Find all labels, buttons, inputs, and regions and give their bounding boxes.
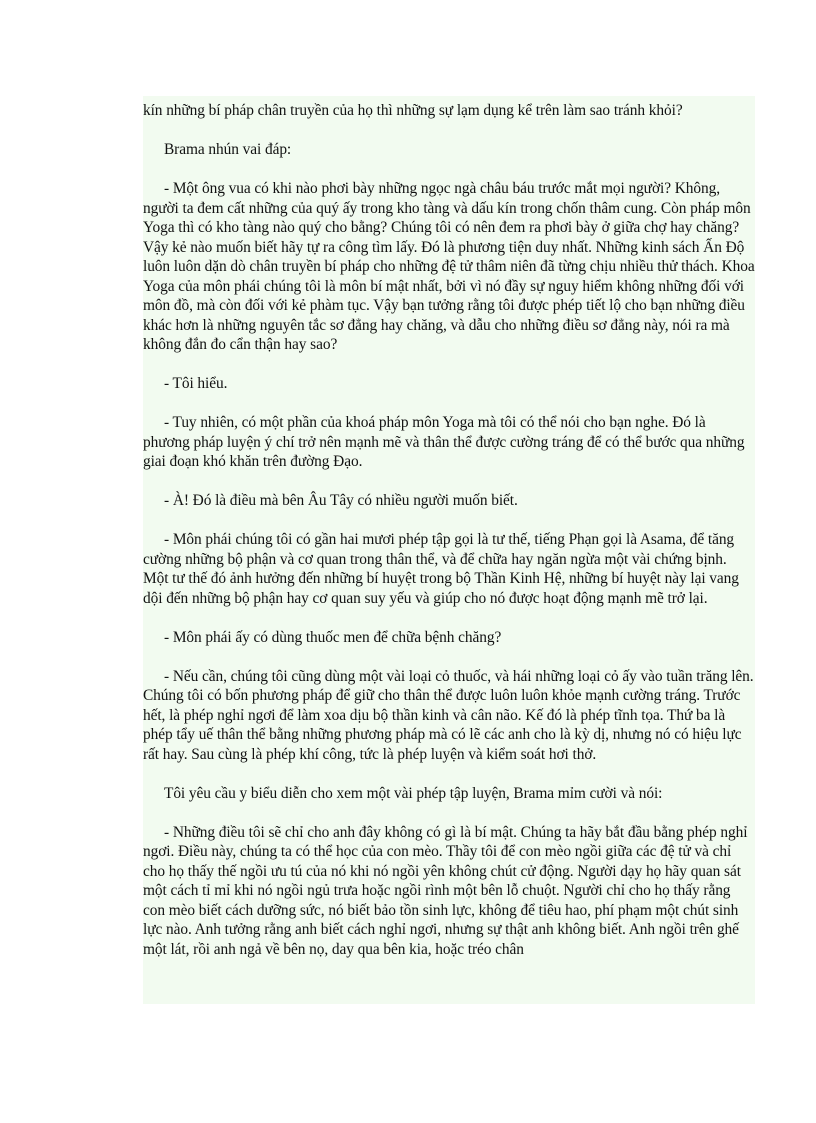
paragraph: - Tuy nhiên, có một phần của khoá pháp môn Yoga mà tôi có thể nói cho bạn nghe. Đó là phương pháp luyện ý chí trở nên mạnh mẽ và thân thể được cường tráng để có thể bước qua những giai đoạn khó khăn trên đường Đạo. xyxy=(143,414,745,470)
paragraph: - À! Đó là điều mà bên Âu Tây có nhiều người muốn biết. xyxy=(164,492,518,509)
paragraph: Tôi yêu cầu y biểu diễn cho xem một vài phép tập luyện, Brama mỉm cười và nói: xyxy=(164,784,663,802)
paragraph: - Một ông vua có khi nào phơi bày những ngọc ngà châu báu trước mắt mọi người? Không, người ta đem cất những của quý ấy trong kho tàng và dấu kín trong chốn thâm cung. Còn pháp môn Yoga thì có kho tàng nào quý cho bằng? Chúng tôi có nên đem ra phơi bày ở giữa chợ hay chăng? Vậy kẻ nào muốn biết hãy tự ra công tìm lấy. Đó là phương tiện duy nhất. Những kinh sách Ấn Độ luôn luôn dặn dò chân truyền bí pháp cho những đệ tử thâm niên đã từng chịu nhiều thử thách. Khoa Yoga của môn phái chúng tôi là môn bí mật nhất, bởi vì nó đầy sự nguy hiểm không những đối với môn đồ, mà còn đối với kẻ phàm tục. Vậy bạn tưởng rằng tôi được phép tiết lộ cho bạn những điều khác hơn là những nguyên tắc sơ đẳng hay chăng, và dẫu cho những điều sơ đẳng này, nói ra mà không đắn đo cẩn thận hay sao? xyxy=(143,180,755,353)
document-body xyxy=(143,101,755,959)
paragraph-continuation: kín những bí pháp chân truyền của họ thì những sự lạm dụng kể trên làm sao tránh khỏi? xyxy=(143,102,683,119)
paragraph: - Môn phái ấy có dùng thuốc men để chữa bệnh chăng? xyxy=(164,628,502,646)
paragraph: - Môn phái chúng tôi có gần hai mươi phép tập gọi là tư thế, tiếng Phạn gọi là Asama, để tăng cường những bộ phận và cơ quan trong thân thể, và để chữa hay ngăn ngừa một vài chứng bịnh. Một tư thế đó ảnh hưởng đến những bí huyệt trong bộ Thần Kinh Hệ, những bí huyệt này lại vang dội đến những bộ phận hay cơ quan suy yếu và giúp cho nó được hoạt động mạnh mẽ trở lại. xyxy=(143,531,739,607)
paragraph: - Nếu cần, chúng tôi cũng dùng một vài loại cỏ thuốc, và hái những loại cỏ ấy vào tuần trăng lên. Chúng tôi có bốn phương pháp để giữ cho thân thể được luôn luôn khỏe mạnh cường tráng. Trước hết, là phép nghỉ ngơi để làm xoa dịu bộ thần kinh và cân não. Kế đó là phép tĩnh tọa. Thứ ba là phép tẩy uế thân thể bằng những phương pháp mà có lẽ các anh cho là kỳ dị, nhưng nó có hiệu lực rất hay. Sau cùng là phép khí công, tức là phép luyện và kiểm soát hơi thở. xyxy=(143,667,754,763)
paragraph: Brama nhún vai đáp: xyxy=(164,141,292,158)
paragraph: - Những điều tôi sẽ chỉ cho anh đây không có gì là bí mật. Chúng ta hãy bắt đầu bằng phép nghỉ ngơi. Điều này, chúng ta có thể học của con mèo. Thầy tôi để con mèo ngồi giữa các đệ tử và chỉ cho họ thấy thế ngồi ưu tú của nó khi nó ngồi yên không chút cử động. Người dạy họ hãy quan sát một cách tỉ mỉ khi nó ngồi ngủ trưa hoặc ngồi rình một bên lỗ chuột. Người chỉ cho họ thấy rằng con mèo biết cách dưỡng sức, nó biết bảo tồn sinh lực, không để tiêu hao, phí phạm một chút sinh lực nào. Anh tưởng rằng anh biết cách nghỉ ngơi, nhưng sự thật anh không biết. Anh ngồi trên ghế một lát, rồi anh ngả về bên nọ, day qua bên kia, hoặc tréo chân xyxy=(143,823,748,958)
paragraph: - Tôi hiểu. xyxy=(164,375,228,392)
